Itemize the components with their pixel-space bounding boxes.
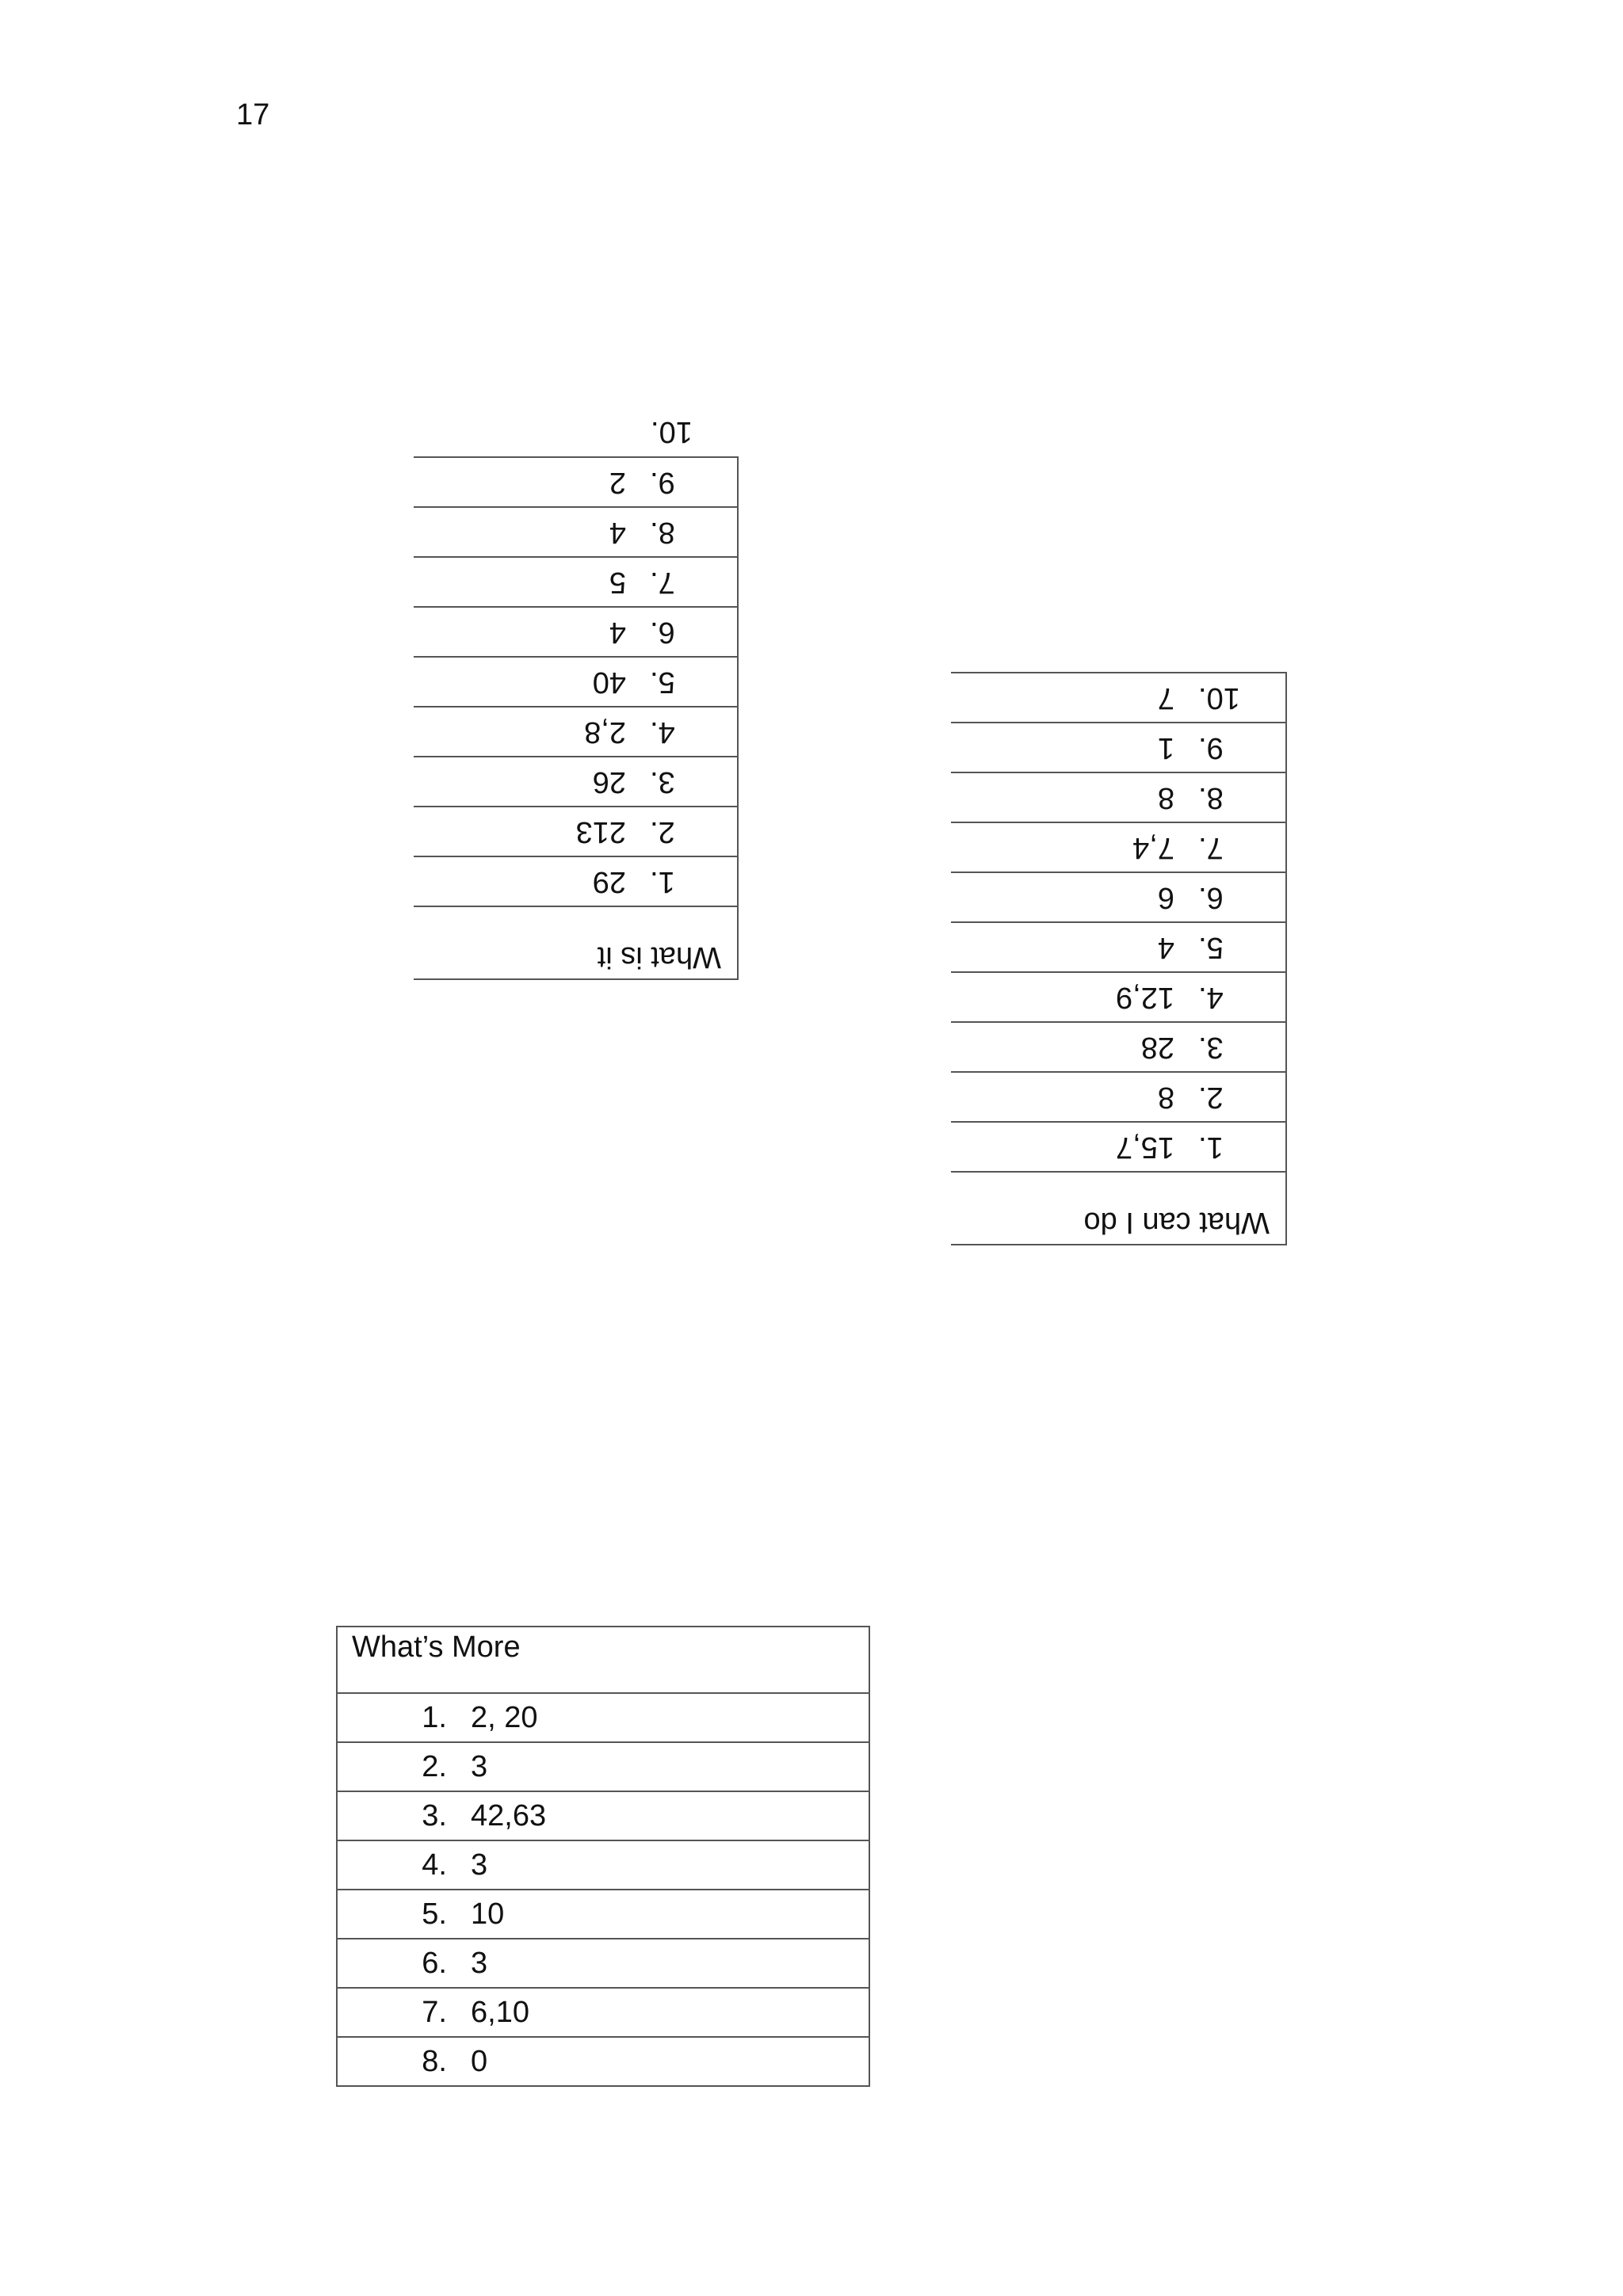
table-row: 3.26 xyxy=(414,757,738,807)
table-row: 4.2,8 xyxy=(414,707,738,757)
table-row: 5.4 xyxy=(951,922,1286,972)
page-number: 17 xyxy=(236,98,270,132)
table-row: 6.6 xyxy=(951,872,1286,922)
table-row: 2. 3 xyxy=(337,1742,869,1791)
table-row: 8.4 xyxy=(414,507,738,557)
table-row: 6.4 xyxy=(414,607,738,657)
table-row: 3.28 xyxy=(951,1022,1286,1072)
table-row: 9.1 xyxy=(951,723,1286,772)
table-row: 9.2 xyxy=(414,457,738,507)
table-row: 10.7 xyxy=(951,673,1286,723)
table-row: 8. 0 xyxy=(337,2037,869,2086)
table-row: 1.15,7 xyxy=(951,1122,1286,1172)
table-row: 1.29 xyxy=(414,856,738,906)
table-row: 4. 3 xyxy=(337,1840,869,1890)
table-title: What can I do xyxy=(951,1172,1286,1245)
answer-key-whats-more xyxy=(336,1626,870,2087)
answer-key-what-can-i-do xyxy=(951,672,1287,1245)
table-row: 8.8 xyxy=(951,772,1286,822)
table-row: 10. xyxy=(414,407,738,457)
table-row: 5. 10 xyxy=(337,1890,869,1939)
table-row: 2.8 xyxy=(951,1072,1286,1122)
table-row: 5.40 xyxy=(414,657,738,707)
table-row: 2.213 xyxy=(414,807,738,856)
table-row: 7. 6,10 xyxy=(337,1988,869,2037)
answer-key-what-is-it xyxy=(414,407,739,980)
table-row: 6. 3 xyxy=(337,1939,869,1988)
table-title: What is it xyxy=(414,906,738,979)
table-row: 3. 42,63 xyxy=(337,1791,869,1840)
table-row: 7.7,4 xyxy=(951,822,1286,872)
table-row: 1. 2, 20 xyxy=(337,1693,869,1742)
table-row: 4.12,9 xyxy=(951,972,1286,1022)
table-title: What’s More xyxy=(337,1627,869,1693)
table-row: 7.5 xyxy=(414,557,738,607)
